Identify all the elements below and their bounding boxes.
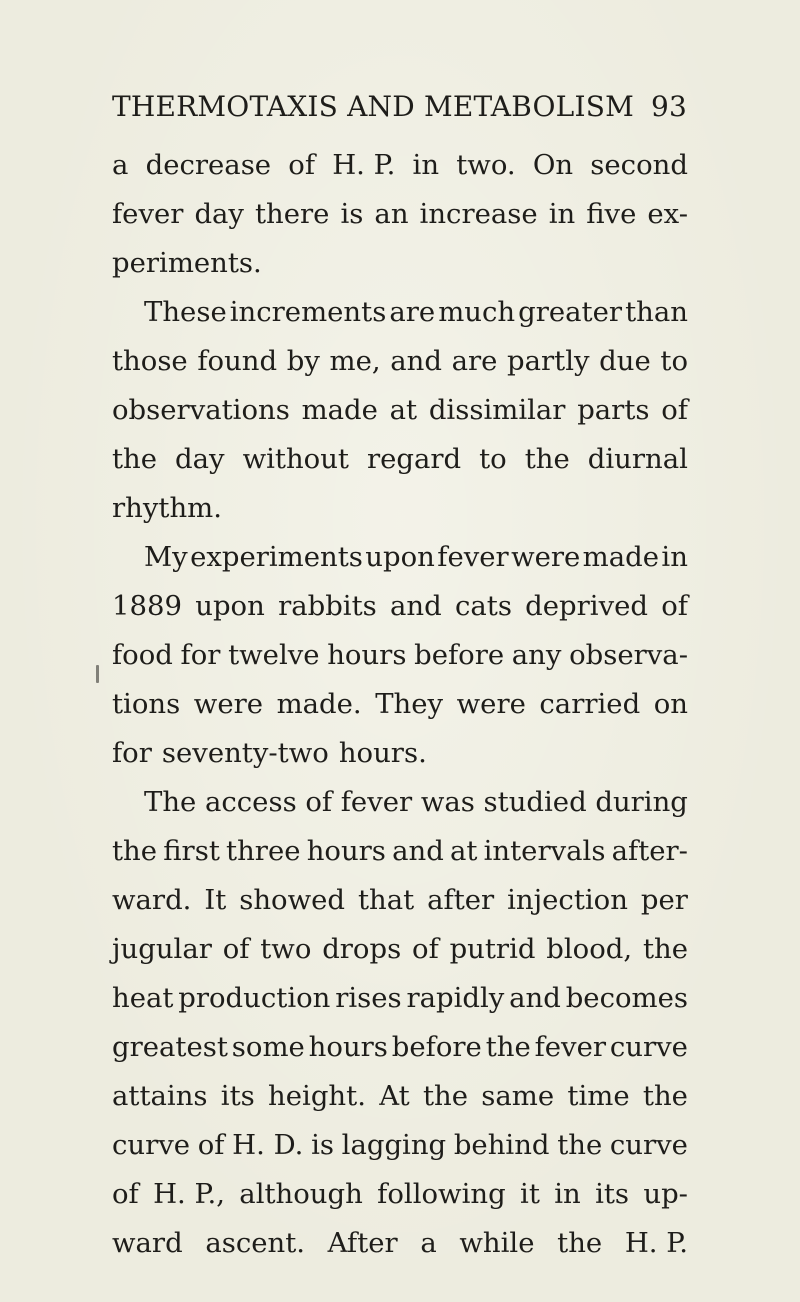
word: upon [365,541,435,573]
word: per [640,884,688,916]
word: much [438,296,516,328]
word: of [197,1129,225,1161]
word: increase [419,198,538,230]
word: becomes [565,982,688,1014]
word: It [204,884,227,916]
text-line [112,533,688,582]
word: intervals [483,835,606,867]
text-line [112,141,688,190]
word: the [112,443,158,475]
word: greater [518,296,623,328]
word: H. P., [153,1178,225,1210]
word: ex- [647,198,688,230]
word: on [653,688,688,720]
word: decrease [145,149,272,181]
text-line [112,876,688,925]
word: hours [327,639,407,671]
text-line [112,386,688,435]
word: ward. [112,884,192,916]
word: The [144,786,197,818]
text-line [112,582,688,631]
word: day [194,198,244,230]
word: 1889 [112,590,182,622]
word: for [112,737,152,769]
word: of [661,394,688,426]
word: parts [577,394,650,426]
word: in [412,149,440,181]
word: at [389,394,418,426]
word: a [112,149,129,181]
word: H. D. [232,1129,304,1161]
word: before [391,1031,482,1063]
word: On [532,149,574,181]
word: curve [112,1129,191,1161]
word: of [112,1178,139,1210]
word: two. [456,149,516,181]
word: behind [453,1129,550,1161]
text-line [112,778,688,827]
text-line [112,435,688,484]
word: is [311,1129,334,1161]
text-line [112,1121,688,1170]
word: than [625,296,688,328]
word: drops [322,933,402,965]
word: putrid [449,933,536,965]
word: are [389,296,436,328]
word: showed [239,884,346,916]
word: found [197,345,278,377]
word: studied [483,786,587,818]
text-line [112,1072,688,1121]
word: cats [454,590,512,622]
word: curve [609,1129,688,1161]
text-line [112,1023,688,1072]
word: a [420,1227,437,1259]
word: rapidly [406,982,505,1014]
word: before [414,639,505,671]
word: the [642,1080,688,1112]
word: upon [195,590,265,622]
word: jugular [112,933,212,965]
word: and [509,982,561,1014]
word: are [451,345,498,377]
running-head [112,90,687,134]
word: its [220,1080,255,1112]
word: to [660,345,688,377]
word: for [180,639,221,671]
word: without [242,443,349,475]
word: My [144,541,188,573]
word: to [479,443,507,475]
text-line [112,1170,688,1219]
word: second [590,149,688,181]
word: periments. [112,247,262,279]
word: carried [539,688,641,720]
word: increments [229,296,387,328]
text-line [112,827,688,876]
word: were [511,541,581,573]
text-line [112,190,688,239]
word: some [231,1031,305,1063]
text-line [112,1219,688,1268]
word: seventy-two [161,737,329,769]
word: first [163,835,220,867]
text-line [112,974,688,1023]
text-line [112,288,688,337]
word: following [377,1178,506,1210]
word: three [226,835,301,867]
word: an [374,198,409,230]
text-line [112,337,688,386]
word: of [222,933,250,965]
word: the [557,1129,603,1161]
word: H. P. [332,149,396,181]
word: that [357,884,415,916]
word: hours [306,835,386,867]
word: two [260,933,312,965]
text-line [112,631,688,680]
word: fever [437,541,509,573]
word: ward [112,1227,183,1259]
word: twelve [228,639,320,671]
word: injection [507,884,628,916]
word: the [557,1227,603,1259]
word: and [390,345,442,377]
word: H. P. [624,1227,688,1259]
word: rabbits [278,590,377,622]
word: tions [112,688,181,720]
word: observa- [569,639,688,671]
word: were [456,688,526,720]
word: time [567,1080,630,1112]
word: of [661,590,688,622]
word: blood, [546,933,633,965]
word: there [255,198,330,230]
word: while [459,1227,535,1259]
word: it [520,1178,540,1210]
word: partly [507,345,590,377]
word: although [239,1178,363,1210]
word: curve [609,1031,688,1063]
word: was [420,786,475,818]
text-line [112,484,688,533]
word: observations [112,394,290,426]
word: made [301,394,378,426]
word: any [511,639,562,671]
word: up- [643,1178,688,1210]
word: were [193,688,264,720]
word: those [112,345,188,377]
word: and [392,835,444,867]
word: in [554,1178,581,1210]
page-number: 93 [650,90,687,123]
word: the [524,443,570,475]
text-line [112,925,688,974]
word: five [586,198,637,230]
word: deprived [525,590,649,622]
word: production [178,982,331,1014]
word: hours [308,1031,388,1063]
word: the [485,1031,531,1063]
word: me, [329,345,381,377]
body-text [112,141,688,1268]
word: diurnal [587,443,688,475]
word: dissimilar [428,394,566,426]
word: after- [611,835,688,867]
word: regard [366,443,462,475]
word: height. [268,1080,366,1112]
word: of [288,149,316,181]
word: fever [534,1031,607,1063]
word: after [427,884,495,916]
word: fever [340,786,413,818]
word: day [175,443,225,475]
word: After [327,1227,398,1259]
word: At [379,1080,410,1112]
stray-ink-mark [96,665,99,683]
word: food [112,639,173,671]
word: fever [112,198,184,230]
text-line [112,729,688,778]
word: ascent. [205,1227,306,1259]
word: access [204,786,297,818]
word: due [599,345,651,377]
word: rhythm. [112,492,222,524]
word: rises [335,982,402,1014]
word: the [642,933,688,965]
word: These [144,296,227,328]
word: attains [112,1080,208,1112]
text-line [112,680,688,729]
word: its [595,1178,630,1210]
word: in [661,541,688,573]
word: and [390,590,442,622]
word: of [305,786,333,818]
word: same [481,1080,555,1112]
text-line [112,239,688,288]
word: the [422,1080,468,1112]
word: by [286,345,320,377]
word: during [595,786,688,818]
word: in [548,198,576,230]
word: They [375,688,444,720]
word: greatest [112,1031,228,1063]
word: of [412,933,439,965]
word: lagging [341,1129,447,1161]
word: hours. [338,737,427,769]
word: is [340,198,364,230]
word: experiments [190,541,363,573]
word: the [112,835,158,867]
word: made. [276,688,362,720]
word: heat [112,982,174,1014]
word: made [582,541,660,573]
word: at [450,835,478,867]
running-title: THERMOTAXIS AND METABOLISM [112,90,634,123]
